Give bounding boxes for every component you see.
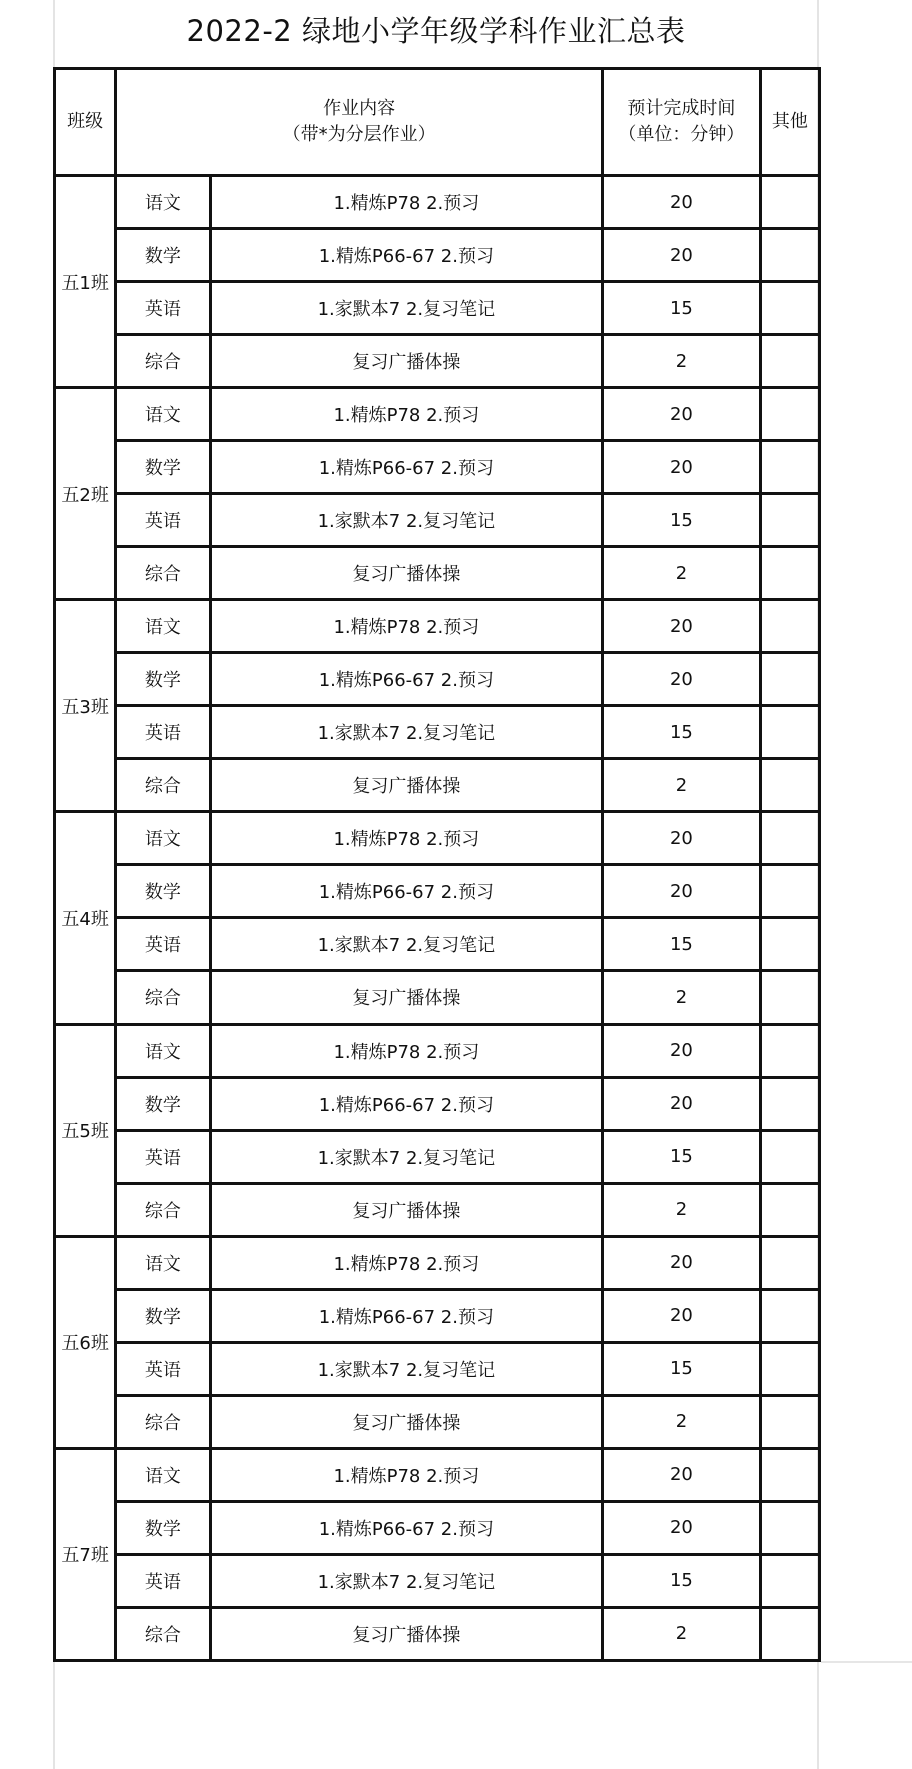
table-row [55, 1289, 820, 1342]
subject-cell: 语文 [116, 1024, 210, 1077]
content-cell: 复习广播体操 [210, 1607, 603, 1660]
header-class: 班级 [55, 69, 116, 176]
other-cell [760, 1130, 819, 1183]
table-row [55, 1183, 820, 1236]
other-cell [760, 1289, 819, 1342]
time-cell: 20 [603, 1448, 761, 1501]
subject-cell: 语文 [116, 388, 210, 441]
time-cell: 20 [603, 653, 761, 706]
content-cell: 复习广播体操 [210, 547, 603, 600]
time-cell: 2 [603, 547, 761, 600]
subject-cell: 综合 [116, 1183, 210, 1236]
time-cell: 15 [603, 282, 761, 335]
table-row [55, 229, 820, 282]
subject-cell: 英语 [116, 1130, 210, 1183]
content-cell: 复习广播体操 [210, 971, 603, 1024]
time-cell: 20 [603, 1236, 761, 1289]
time-cell: 2 [603, 1395, 761, 1448]
table-row [55, 759, 820, 812]
subject-cell: 语文 [116, 1236, 210, 1289]
table-row [55, 388, 820, 441]
other-cell [760, 706, 819, 759]
content-cell: 1.精炼P66-67 2.预习 [210, 1501, 603, 1554]
content-cell: 1.精炼P66-67 2.预习 [210, 865, 603, 918]
subject-cell: 语文 [116, 176, 210, 229]
time-cell: 20 [603, 1289, 761, 1342]
subject-cell: 英语 [116, 282, 210, 335]
content-cell: 复习广播体操 [210, 335, 603, 388]
subject-cell: 语文 [116, 600, 210, 653]
table-row [55, 1130, 820, 1183]
subject-cell: 综合 [116, 1395, 210, 1448]
class-name-cell: 五2班 [55, 388, 116, 600]
time-cell: 20 [603, 865, 761, 918]
header-time-title: 预计完成时间 [627, 98, 736, 119]
other-cell [760, 1024, 819, 1077]
subject-cell: 综合 [116, 547, 210, 600]
content-cell: 复习广播体操 [210, 1395, 603, 1448]
other-cell [760, 494, 819, 547]
subject-cell: 数学 [116, 229, 210, 282]
table-row [55, 494, 820, 547]
other-cell [760, 282, 819, 335]
content-cell: 1.精炼P66-67 2.预习 [210, 1289, 603, 1342]
class-name-cell: 五5班 [55, 1024, 116, 1236]
time-cell: 20 [603, 441, 761, 494]
class-name-cell: 五4班 [55, 812, 116, 1024]
header-time-unit: （单位：分钟） [618, 124, 745, 145]
header-content-note: （带*为分层作业） [282, 124, 436, 145]
content-cell: 1.精炼P66-67 2.预习 [210, 441, 603, 494]
table-row [55, 971, 820, 1024]
class-name-cell: 五6班 [55, 1236, 116, 1448]
table-row [55, 653, 820, 706]
subject-cell: 英语 [116, 1554, 210, 1607]
table-row [55, 547, 820, 600]
subject-cell: 语文 [116, 1448, 210, 1501]
table-row [55, 1448, 820, 1501]
time-cell: 20 [603, 812, 761, 865]
table-row [55, 1607, 820, 1660]
header-time [603, 69, 761, 176]
content-cell: 1.精炼P78 2.预习 [210, 176, 603, 229]
subject-cell: 数学 [116, 1501, 210, 1554]
other-cell [760, 865, 819, 918]
content-cell: 复习广播体操 [210, 1183, 603, 1236]
time-cell: 15 [603, 1342, 761, 1395]
time-cell: 15 [603, 1130, 761, 1183]
time-cell: 20 [603, 600, 761, 653]
other-cell [760, 335, 819, 388]
subject-cell: 语文 [116, 812, 210, 865]
subject-cell: 英语 [116, 494, 210, 547]
time-cell: 2 [603, 1607, 761, 1660]
table-row [55, 1501, 820, 1554]
class-name-cell: 五7班 [55, 1448, 116, 1660]
table-row [55, 176, 820, 229]
table-row [55, 865, 820, 918]
time-cell: 20 [603, 1024, 761, 1077]
time-cell: 2 [603, 759, 761, 812]
subject-cell: 英语 [116, 918, 210, 971]
content-cell: 1.精炼P66-67 2.预习 [210, 1077, 603, 1130]
content-cell: 1.家默本7 2.复习笔记 [210, 1130, 603, 1183]
content-cell: 1.精炼P78 2.预习 [210, 388, 603, 441]
other-cell [760, 176, 819, 229]
table-row [55, 282, 820, 335]
header-other: 其他 [760, 69, 819, 176]
time-cell: 20 [603, 176, 761, 229]
content-cell: 1.精炼P66-67 2.预习 [210, 653, 603, 706]
other-cell [760, 441, 819, 494]
table-header-row [55, 69, 820, 176]
class-name-cell: 五3班 [55, 600, 116, 812]
content-cell: 1.精炼P78 2.预习 [210, 600, 603, 653]
content-cell: 1.精炼P78 2.预习 [210, 1448, 603, 1501]
time-cell: 15 [603, 918, 761, 971]
homework-summary-table [53, 67, 821, 1662]
subject-cell: 数学 [116, 865, 210, 918]
other-cell [760, 388, 819, 441]
table-row [55, 1554, 820, 1607]
time-cell: 20 [603, 229, 761, 282]
content-cell: 复习广播体操 [210, 759, 603, 812]
other-cell [760, 971, 819, 1024]
time-cell: 20 [603, 1077, 761, 1130]
table-row [55, 1395, 820, 1448]
content-cell: 1.精炼P78 2.预习 [210, 812, 603, 865]
table-row [55, 706, 820, 759]
subject-cell: 综合 [116, 1607, 210, 1660]
table-row [55, 1236, 820, 1289]
other-cell [760, 1342, 819, 1395]
subject-cell: 数学 [116, 653, 210, 706]
table-body [55, 176, 820, 1661]
other-cell [760, 229, 819, 282]
content-cell: 1.家默本7 2.复习笔记 [210, 918, 603, 971]
table-row [55, 441, 820, 494]
content-cell: 1.精炼P66-67 2.预习 [210, 229, 603, 282]
time-cell: 2 [603, 335, 761, 388]
other-cell [760, 547, 819, 600]
content-cell: 1.家默本7 2.复习笔记 [210, 1342, 603, 1395]
time-cell: 2 [603, 1183, 761, 1236]
subject-cell: 数学 [116, 1077, 210, 1130]
other-cell [760, 1395, 819, 1448]
other-cell [760, 1236, 819, 1289]
time-cell: 15 [603, 706, 761, 759]
other-cell [760, 918, 819, 971]
header-content-title: 作业内容 [323, 98, 396, 119]
time-cell: 20 [603, 388, 761, 441]
subject-cell: 综合 [116, 335, 210, 388]
header-content [116, 69, 603, 176]
table-row [55, 335, 820, 388]
table-row [55, 1024, 820, 1077]
content-cell: 1.精炼P78 2.预习 [210, 1024, 603, 1077]
other-cell [760, 600, 819, 653]
table-row [55, 812, 820, 865]
table-row [55, 918, 820, 971]
other-cell [760, 1077, 819, 1130]
table-row [55, 600, 820, 653]
other-cell [760, 812, 819, 865]
time-cell: 15 [603, 1554, 761, 1607]
page-edge-divider [821, 1661, 912, 1663]
table-row [55, 1342, 820, 1395]
other-cell [760, 653, 819, 706]
other-cell [760, 1183, 819, 1236]
subject-cell: 综合 [116, 759, 210, 812]
other-cell [760, 1554, 819, 1607]
class-name-cell: 五1班 [55, 176, 116, 388]
content-cell: 1.家默本7 2.复习笔记 [210, 494, 603, 547]
other-cell [760, 1607, 819, 1660]
content-cell: 1.精炼P78 2.预习 [210, 1236, 603, 1289]
table-row [55, 1077, 820, 1130]
content-cell: 1.家默本7 2.复习笔记 [210, 1554, 603, 1607]
subject-cell: 数学 [116, 441, 210, 494]
other-cell [760, 759, 819, 812]
document-title: 2022-2 绿地小学年级学科作业汇总表 [186, 14, 686, 48]
time-cell: 2 [603, 971, 761, 1024]
time-cell: 15 [603, 494, 761, 547]
content-cell: 1.家默本7 2.复习笔记 [210, 282, 603, 335]
subject-cell: 综合 [116, 971, 210, 1024]
subject-cell: 英语 [116, 706, 210, 759]
other-cell [760, 1448, 819, 1501]
content-cell: 1.家默本7 2.复习笔记 [210, 706, 603, 759]
subject-cell: 英语 [116, 1342, 210, 1395]
time-cell: 20 [603, 1501, 761, 1554]
subject-cell: 数学 [116, 1289, 210, 1342]
other-cell [760, 1501, 819, 1554]
